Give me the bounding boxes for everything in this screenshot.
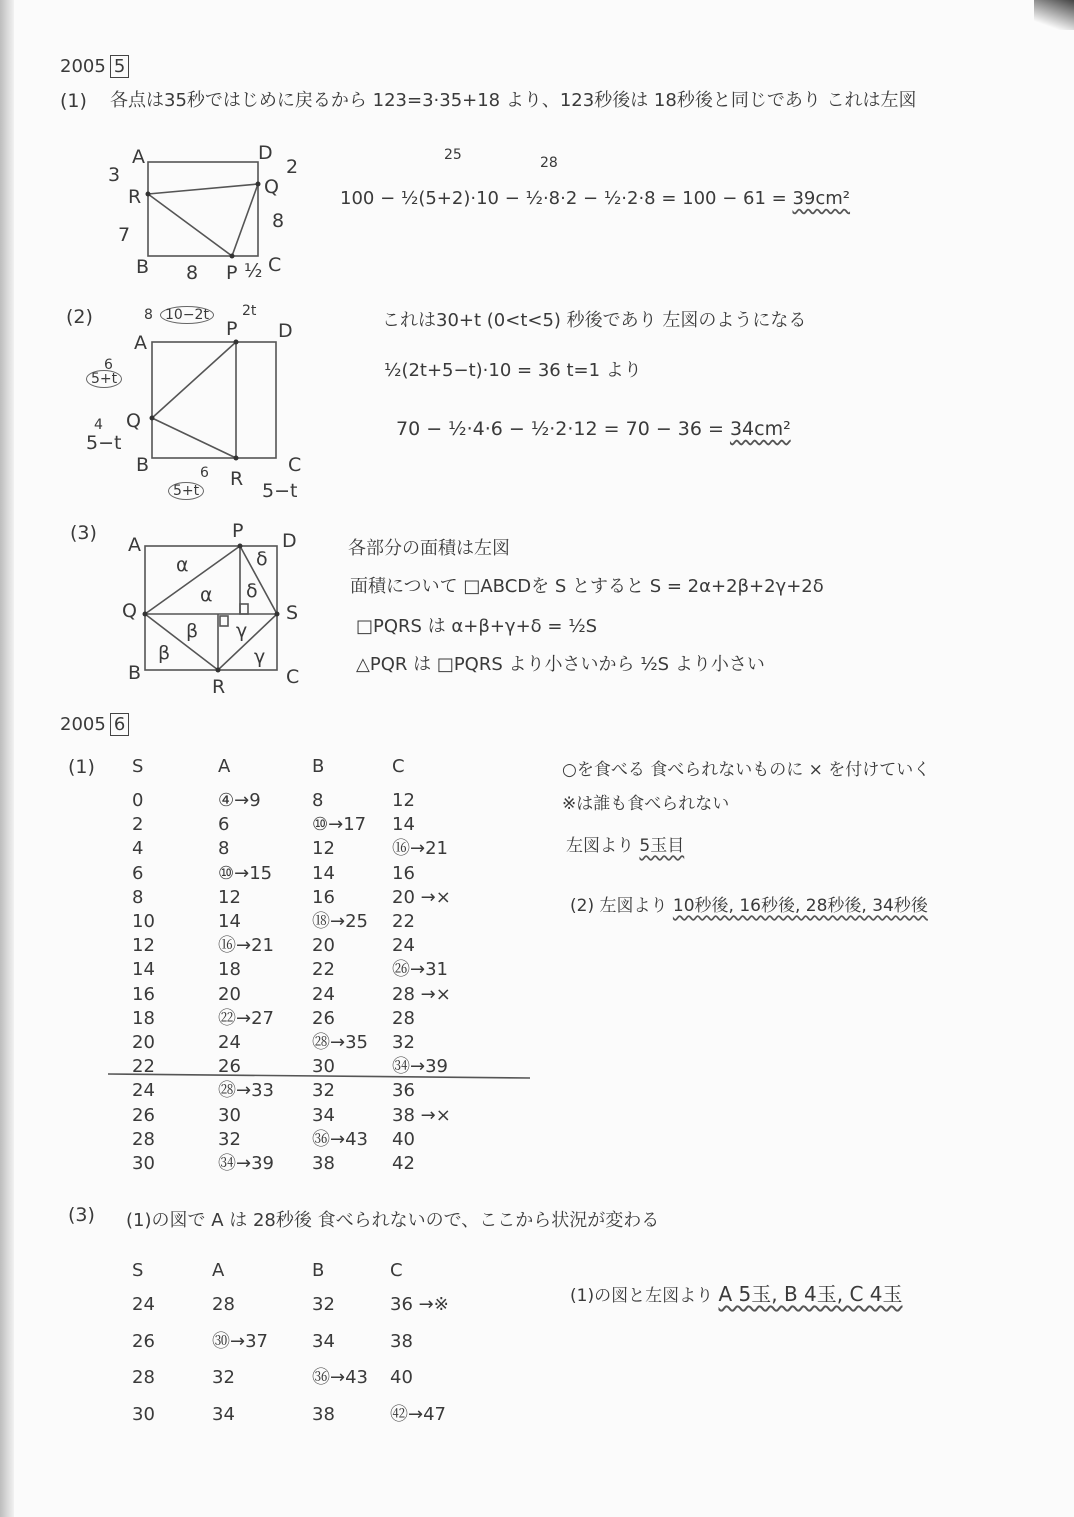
fig1-rp [148,194,232,256]
table-cell: 34 [312,1330,335,1352]
p6-q1-label: (1) [68,756,95,778]
p6-note-2: ※は誰も食べられない [562,794,730,814]
p5-q1-answer: 39cm² [792,188,851,209]
table-cell: 26 [312,1007,335,1029]
fig2-left-6: 6 [104,357,113,373]
fig2-left-5mt: 5−t [86,432,122,454]
fig1-label-q: Q [264,176,279,198]
table-cell: 24 [312,983,335,1005]
fig3-label-c: C [286,666,300,688]
fig1-label-b: B [136,256,150,278]
table-cell: ㊷→47 [390,1403,446,1425]
fig3-right-angle [240,604,248,614]
table-cell: 20 [218,983,241,1005]
p5-q2-label: (2) [66,306,93,328]
fig2-bottom-5pt: 5+t [168,484,204,498]
table-cell: 34 [312,1104,335,1126]
table-cell: 28 →× [392,983,451,1005]
fig1-label-8-bottom: 8 [186,262,199,284]
fig3-alpha-1: α [176,554,189,576]
table-row-time: 26 [132,1330,155,1352]
table-cell: 32 [392,1032,415,1053]
table-cell: ⑱→25 [312,911,368,932]
table-row-time: 10 [132,911,155,932]
p6-note-3: 左図より 5玉目 [566,836,685,856]
table-header: C [390,1260,403,1281]
table-cell: ㉞→39 [392,1056,448,1078]
fig2-label-q: Q [126,410,141,432]
table-row-time: 20 [132,1032,155,1053]
table-cell: 32 [312,1294,335,1315]
fig1-label-7: 7 [118,224,131,246]
p5-number: 5 [110,55,129,78]
table-row-time: 4 [132,838,144,860]
table-cell: 34 [212,1403,235,1425]
table-cell: 18 [218,959,241,981]
table-cell: 40 [390,1367,413,1388]
table-cell: ⑯→21 [218,935,274,957]
table-header: B [312,756,325,777]
table-row-time: 0 [132,790,144,811]
table-row-time: 16 [132,983,155,1005]
fig3-label-p: P [232,520,244,542]
table-cell: 30 [312,1056,335,1078]
p6-year: 2005 [60,714,106,735]
table-row-time: 12 [132,935,155,957]
table-cell: 14 [218,911,241,932]
fig2-left-5pt: 5+t [86,372,122,386]
table-row-time: 8 [132,886,144,908]
table-header: S [132,756,144,777]
table-row-time: 18 [132,1007,155,1029]
fig1-pq [232,184,258,256]
table-row-time: 28 [132,1128,155,1150]
fig3-label-s: S [286,602,299,624]
fig2-label-a: A [134,332,147,354]
fig1-label-p: P [226,262,238,284]
p6-note-1: ○を食べる 食べられないものに × を付けていく [562,760,931,780]
table-cell: ㉘→33 [218,1080,274,1102]
table-cell: 26 [218,1056,241,1078]
table-header: S [132,1260,144,1281]
table-cell: 24 [392,935,415,957]
fig3-beta-1: β [186,620,199,642]
p6-q1-answer: 5玉目 [639,836,685,856]
table-header: C [392,756,405,777]
p5-q2-text3: 70 − ½·4·6 − ½·2·12 = 70 − 36 = 34cm² [396,418,791,440]
fig3-gamma-1: γ [236,620,248,642]
fig3-delta-1: δ [256,548,268,570]
table-cell: 40 [392,1128,415,1150]
p5-q2-text1: これは30+t (0<t<5) 秒後であり 左図のようになる [382,310,807,331]
table-cell: 30 [218,1104,241,1126]
fig2-square [152,342,276,458]
table-cell: 14 [392,814,415,836]
fig1-label-c: C [268,254,282,276]
table-cell: 16 [312,886,335,908]
table-cell: 12 [218,886,241,908]
table-row-time: 22 [132,1056,155,1078]
fig3-label-r: R [212,676,226,698]
fig2-qr [152,418,236,458]
table-cell: ⑯→21 [392,838,448,860]
p5-q3-line3: □PQRS は α+β+γ+δ = ½S [356,616,598,637]
p6-q3-text: (1)の図で A は 28秒後 食べられないので、ここから状況が変わる [126,1210,660,1231]
fig1-label-a: A [132,146,145,168]
table-cell: ㉘→35 [312,1032,368,1053]
table-cell: 20 [312,935,335,957]
table-row-time: 30 [132,1153,155,1174]
p5-year: 2005 [60,56,106,77]
table-cell: ⑩→15 [218,862,273,884]
table-row-time: 26 [132,1104,155,1126]
p6-q3-note: (1)の図と左図より A 5玉, B 4玉, C 4玉 [570,1282,903,1306]
table-row-time: 30 [132,1403,155,1425]
p6-title [60,716,129,734]
table-cell: 16 [392,862,415,884]
table-row-time: 14 [132,959,155,981]
table-cell: 8 [312,790,324,811]
table-cell: ㉒→27 [218,1007,274,1029]
fig1-square [148,162,258,256]
table-cell: 38 [312,1153,335,1174]
table-cell: 28 [212,1294,235,1315]
p5-q3-line1: 各部分の面積は左図 [348,538,510,559]
fig1-label-half: ½ [244,260,263,282]
table-cell: 22 [392,911,415,932]
table-cell: 42 [392,1153,415,1174]
table-cell: 36 [392,1080,415,1102]
fig2-qp [152,342,236,418]
table-cell: ㊱→43 [312,1128,368,1150]
table-cell: 32 [312,1080,335,1102]
fig2-bottom-5mt: 5−t [262,480,298,502]
table-cell: ㉖→31 [392,959,448,981]
fig1-rq [148,184,258,194]
p5-q1-label: (1) [60,90,87,112]
table-cell: ㉚→37 [212,1330,268,1352]
table-cell: ④→9 [218,790,261,811]
fig1-label-r: R [128,186,142,208]
table-row-time: 24 [132,1294,155,1315]
p5-q1-text: 各点は35秒ではじめに戻るから 123=3·35+18 より、123秒後は 18秒後と同じであり これは左図 [110,90,917,111]
fig3-alpha-2: α [200,584,213,606]
table-cell: 28 [392,1007,415,1029]
fig2-top-b: 10−2t [160,308,214,322]
table-row-time: 24 [132,1080,155,1102]
p6-number: 6 [110,713,129,736]
table-cell: 8 [218,838,230,860]
fig2-label-d: D [278,320,293,342]
fig3-delta-2: δ [246,580,258,602]
table-cell: 6 [218,814,230,836]
p6-q3-label: (3) [68,1204,95,1226]
table-cell: ㉞→39 [218,1153,274,1174]
fig3-label-d: D [282,530,297,552]
fig3-label-a: A [128,534,141,556]
fig3-gamma-2: γ [254,646,266,668]
table-cell: 32 [218,1128,241,1150]
table-cell: 20 →× [392,886,451,908]
fig2-top-2t: 2t [242,303,257,319]
p5-q1-note-25: 25 [444,147,462,163]
fig1-label-2: 2 [286,156,299,178]
table-row-time: 6 [132,862,144,884]
table-cell: 12 [392,790,415,811]
fig2-label-b: B [136,454,150,476]
fig3-label-q: Q [122,600,137,622]
table-header: A [218,756,231,777]
fig2-label-c: C [288,454,302,476]
fig3-label-b: B [128,662,142,684]
table-cell: 32 [212,1367,235,1388]
table-row-time: 28 [132,1367,155,1388]
fig2-label-r: R [230,468,244,490]
p6-note-4: (2) 左図より 10秒後, 16秒後, 28秒後, 34秒後 [570,896,928,916]
fig3-beta-2: β [158,642,171,664]
fig2-bottom-6: 6 [200,465,209,481]
table-header: B [312,1260,325,1281]
fig1-label-d: D [258,142,273,164]
table-cell: 38 →× [392,1104,451,1126]
fig2-left-4: 4 [94,417,103,433]
fig1-label-8-right: 8 [272,210,285,232]
table-cell: 24 [218,1032,241,1053]
fig2-label-p: P [226,318,238,340]
table-cell: 38 [390,1330,413,1352]
table-cell: 12 [312,838,335,860]
table-cell: 14 [312,862,335,884]
p5-q3-label: (3) [70,522,97,544]
p5-q1-note-28: 28 [540,155,558,171]
p5-q2-text2: ½(2t+5−t)·10 = 36 t=1 より [384,360,642,381]
table-cell: 38 [312,1403,335,1425]
p6-q3-answer: A 5玉, B 4玉, C 4玉 [718,1282,903,1306]
p6-q2-answer: 10秒後, 16秒後, 28秒後, 34秒後 [672,896,928,916]
p5-q1-calc: 100 − ½(5+2)·10 − ½·8·2 − ½·2·8 = 100 − 61 = 39cm² [340,188,851,209]
table-header: A [212,1260,225,1281]
p5-q3-line2: 面積について □ABCDを S とすると S = 2α+2β+2γ+2δ [350,576,824,597]
fig2-top-8: 8 [144,307,153,323]
table-cell: 36 →※ [390,1294,449,1315]
p5-q3-line4: △PQR は □PQRS より小さいから ½S より小さい [356,654,765,675]
table-cell: 22 [312,959,335,981]
table-cell: ㊱→43 [312,1367,368,1388]
p5-q2-answer: 34cm² [729,418,791,440]
table-row-time: 2 [132,814,144,836]
table-cell: ⑩→17 [312,814,367,836]
fig3-right-angle-2 [220,616,228,626]
fig1-label-3: 3 [108,164,121,186]
